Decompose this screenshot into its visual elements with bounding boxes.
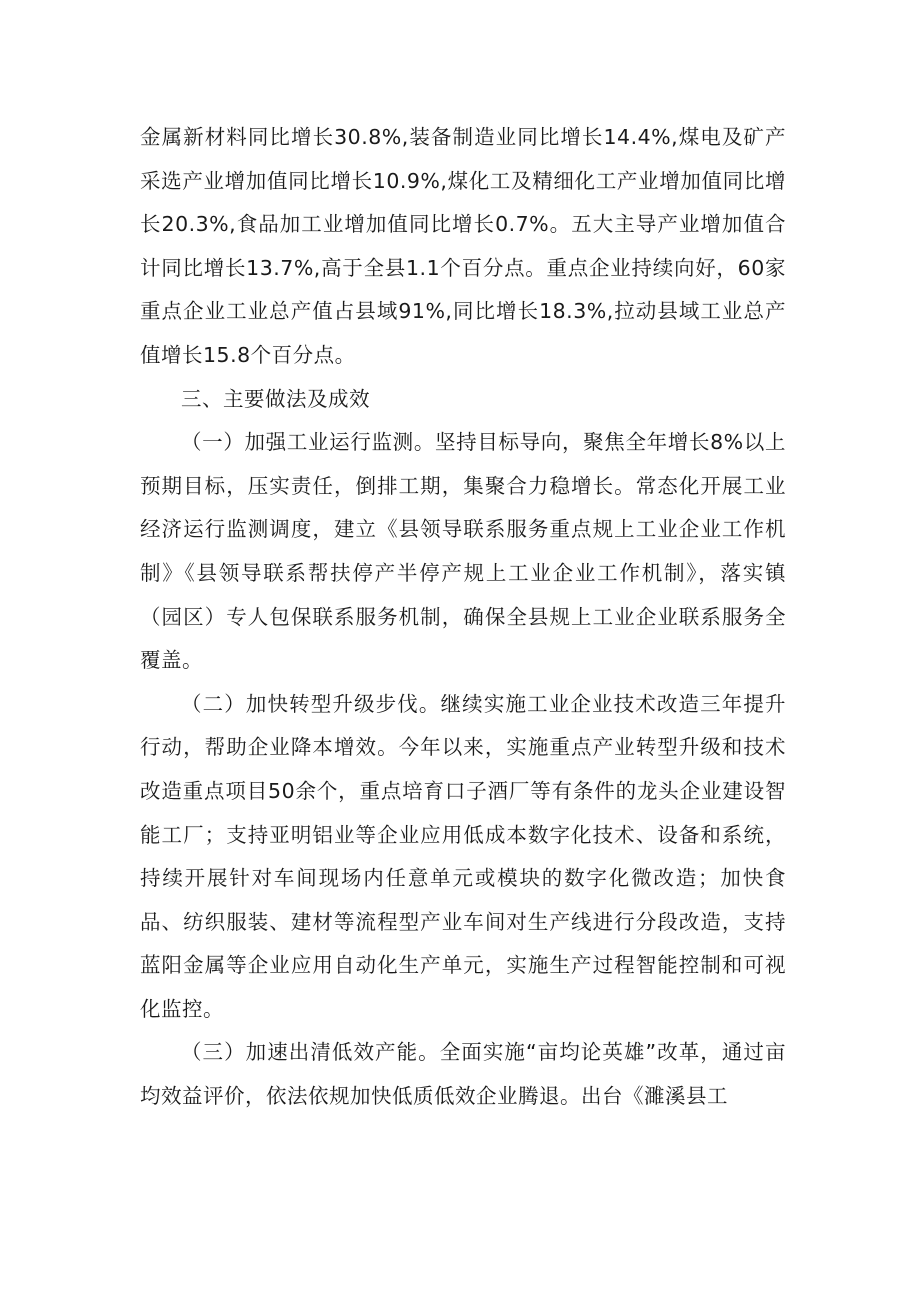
- section-heading-main-measures: 三、主要做法及成效: [181, 386, 370, 411]
- paragraph-monitoring: （一）加强工业运行监测。坚持目标导向，聚焦全年增长8%以上预期目标，压实责任，倒排工期，集聚合力稳增长。常态化开展工业经济运行监测调度，建立《县领导联系服务重点规上工业企业工作机制》《县领导联系帮扶停产半停产规上工业企业工作机制》，落实镇（园区）专人包保联系服务机制，确保全县规上工业企业联系服务全覆盖。: [140, 430, 786, 673]
- paragraph-capacity-clearance: （三）加速出清低效产能。全面实施“亩均论英雄”改革，通过亩均效益评价，依法依规加快低质低效企业腾退。出台《濉溪县工: [140, 1040, 786, 1109]
- paragraph-transformation: （二）加快转型升级步伐。继续实施工业企业技术改造三年提升行动，帮助企业降本增效。今年以来，实施重点产业转型升级和技术改造重点项目50余个，重点培育口子酒厂等有条件的龙头企业建设智能工厂；支持亚明铝业等企业应用低成本数字化技术、设备和系统，持续开展针对车间现场内任意单元或模块的数字化微改造；加快食品、纺织服装、建材等流程型产业车间对生产线进行分段改造，支持蓝阳金属等企业应用自动化生产单元，实施生产过程智能控制和可视化监控。: [140, 691, 786, 1021]
- paragraph-industry-growth: 金属新材料同比增长30.8%,装备制造业同比增长14.4%,煤电及矿产采选产业增加值同比增长10.9%,煤化工及精细化工产业增加值同比增长20.3%,食品加工业增加值同比增长0.7%。五大主导产业增加值合计同比增长13.7%,高于全县1.1个百分点。重点企业持续向好，60家重点企业工业总产值占县域91%,同比增长18.3%,拉动县域工业总产值增长15.8个百分点。: [140, 125, 786, 367]
- document-body: [140, 116, 786, 1119]
